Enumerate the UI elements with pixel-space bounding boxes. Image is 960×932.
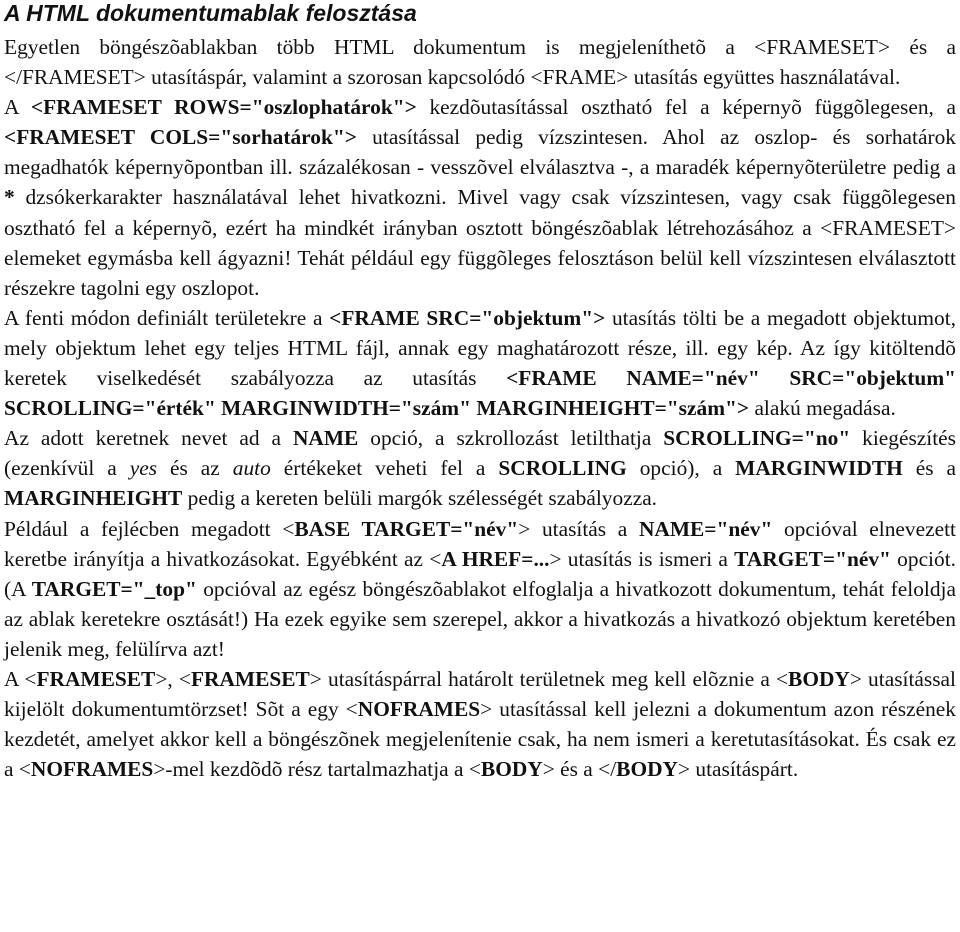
text-run: Az adott keretnek nevet ad a xyxy=(4,426,293,451)
paragraph-intro xyxy=(4,32,956,92)
text-run: kiegészítés (ezenkívül a xyxy=(4,426,956,481)
code-frameset-open: FRAMESET xyxy=(36,666,156,691)
text-run: >-mel kezdõdõ rész tartalmazhatja a < xyxy=(153,757,481,782)
code-noframes-2: NOFRAMES xyxy=(30,757,154,782)
code-marginwidth: MARGINWIDTH xyxy=(735,456,903,481)
paragraph-name-option xyxy=(4,423,956,513)
text-run: utasítással pedig vízszintesen. Ahol az oszlop- és sorhatárok megadhatók képernyõpontban ill. százalékosan - vesszõvel elválasztva -, a maradék képernyõterületre pedig a xyxy=(4,125,956,180)
code-frameset-rows: <FRAMESET ROWS="oszlophatárok"> xyxy=(30,95,417,120)
code-name: NAME xyxy=(292,426,359,451)
text-run: > utasításpárral határolt területnek meg kell elõznie a < xyxy=(309,666,789,691)
text-run: opció, a szkrollozást letilthatja xyxy=(358,426,664,451)
paragraph-target xyxy=(4,514,956,664)
code-target-name: TARGET="név" xyxy=(734,546,891,571)
text-run: > utasítás a xyxy=(518,516,639,541)
text-run: opcióval elnevezett keretbe irányítja a hivatkozásokat. Egyébként az < xyxy=(4,516,956,571)
text-run: pedig a kereten belüli margók szélességét szabályozza. xyxy=(182,486,658,511)
text-run: A xyxy=(4,95,31,120)
paragraph-frame-src xyxy=(4,303,956,423)
code-frameset-cols: <FRAMESET COLS="sorhatárok"> xyxy=(4,125,357,150)
code-a-href: A HREF=... xyxy=(441,546,550,571)
code-body: BODY xyxy=(788,666,850,691)
code-scrolling: SCROLLING xyxy=(498,456,627,481)
document-body xyxy=(4,32,956,784)
page-title: A HTML dokumentumablak felosztása xyxy=(4,0,417,26)
code-scrolling-no: SCROLLING="no" xyxy=(663,426,851,451)
text-run: értékeket veheti fel a xyxy=(270,456,499,481)
text-run: és az xyxy=(157,456,233,481)
text-run: Például a fejlécben megadott < xyxy=(4,516,295,541)
text-run: > utasítással kell jelezni a dokumentum azon részének kezdetét, amelyet akkor kell a böngészõnek megjelenítenie csak, ha nem ismeri a keretutasításokat. És csak ez a < xyxy=(4,697,956,782)
text-run: és a xyxy=(902,456,957,481)
text-run: opcióval az egész böngészõablakot elfoglalja a hivatkozott dokumentum, tehát feloldja az ablak keretekre osztását!) Ha ezek egyike sem szerepel, akkor a hivatkozás a hivatkozó objektum keretében jelenik meg, felülírva azt! xyxy=(4,576,956,661)
code-name-value: NAME="név" xyxy=(638,516,773,541)
code-target-top: TARGET="_top" xyxy=(31,576,197,601)
text-run: utasítás tölti be a megadott objektumot, mely objektum lehet egy teljes HTML fájl, annak egy maghatározott része, ill. egy kép. Az így kitöltendõ keretek viselkedését szabályozza az utasítás xyxy=(4,305,956,391)
text-run: >, < xyxy=(155,666,191,691)
code-frame-full: <FRAME NAME="név" SRC="objektum" SCROLLING="érték" MARGINWIDTH="szám" MARGINHEIGHT="szám"> xyxy=(4,366,957,421)
text-run: A < xyxy=(4,666,37,691)
text-run: alakú megadása. xyxy=(749,396,896,421)
code-marginheight: MARGINHEIGHT xyxy=(4,486,183,511)
text-run: dzsókerkarakter használatával lehet hivatkozni. Mivel vagy csak vízszintesen, vagy csak függõlegesen osztható fel a képernyõ, ezért ha mindkét irányban osztott böngészõablak létrehozásához a <FRAMESET> elemeket egymásba kell ágyazni! Tehát például egy függõleges felosztáson belül kell vízszintesen elválasztott részekre tagolni egy oszlopot. xyxy=(4,185,956,300)
code-wildcard: * xyxy=(4,185,15,210)
italic-yes: yes xyxy=(129,456,158,481)
text-run: > utasítással kijelölt dokumentumtörzset! Sõt a egy < xyxy=(4,666,956,722)
text-run: Egyetlen böngészõablakban több HTML dokumentum is megjeleníthetõ a <FRAMESET> és a </FRAMESET> utasításpár, valamint a szorosan kapcsolódó <FRAME> utasítás együttes használatával. xyxy=(4,35,956,90)
text-run: > és a </ xyxy=(542,757,617,782)
code-body-open: BODY xyxy=(480,757,543,782)
text-run: opciót. (A xyxy=(4,546,956,601)
paragraph-frameset xyxy=(4,92,956,303)
paragraph-noframes xyxy=(4,664,956,784)
code-frame-src: <FRAME SRC="objektum"> xyxy=(329,305,606,330)
text-run: > utasítás is ismeri a xyxy=(549,546,735,571)
code-base-target: BASE TARGET="név" xyxy=(294,516,519,541)
text-run: kezdõutasítással osztható fel a képernyõ függõlegesen, a xyxy=(416,95,956,120)
code-frameset-close: FRAMESET xyxy=(190,666,310,691)
text-run: opció), a xyxy=(626,456,736,481)
code-body-close: BODY xyxy=(616,757,678,782)
text-run: > utasításpárt. xyxy=(677,757,799,782)
italic-auto: auto xyxy=(232,456,271,481)
code-noframes: NOFRAMES xyxy=(357,697,481,722)
text-run: A fenti módon definiált területekre a xyxy=(4,305,330,330)
